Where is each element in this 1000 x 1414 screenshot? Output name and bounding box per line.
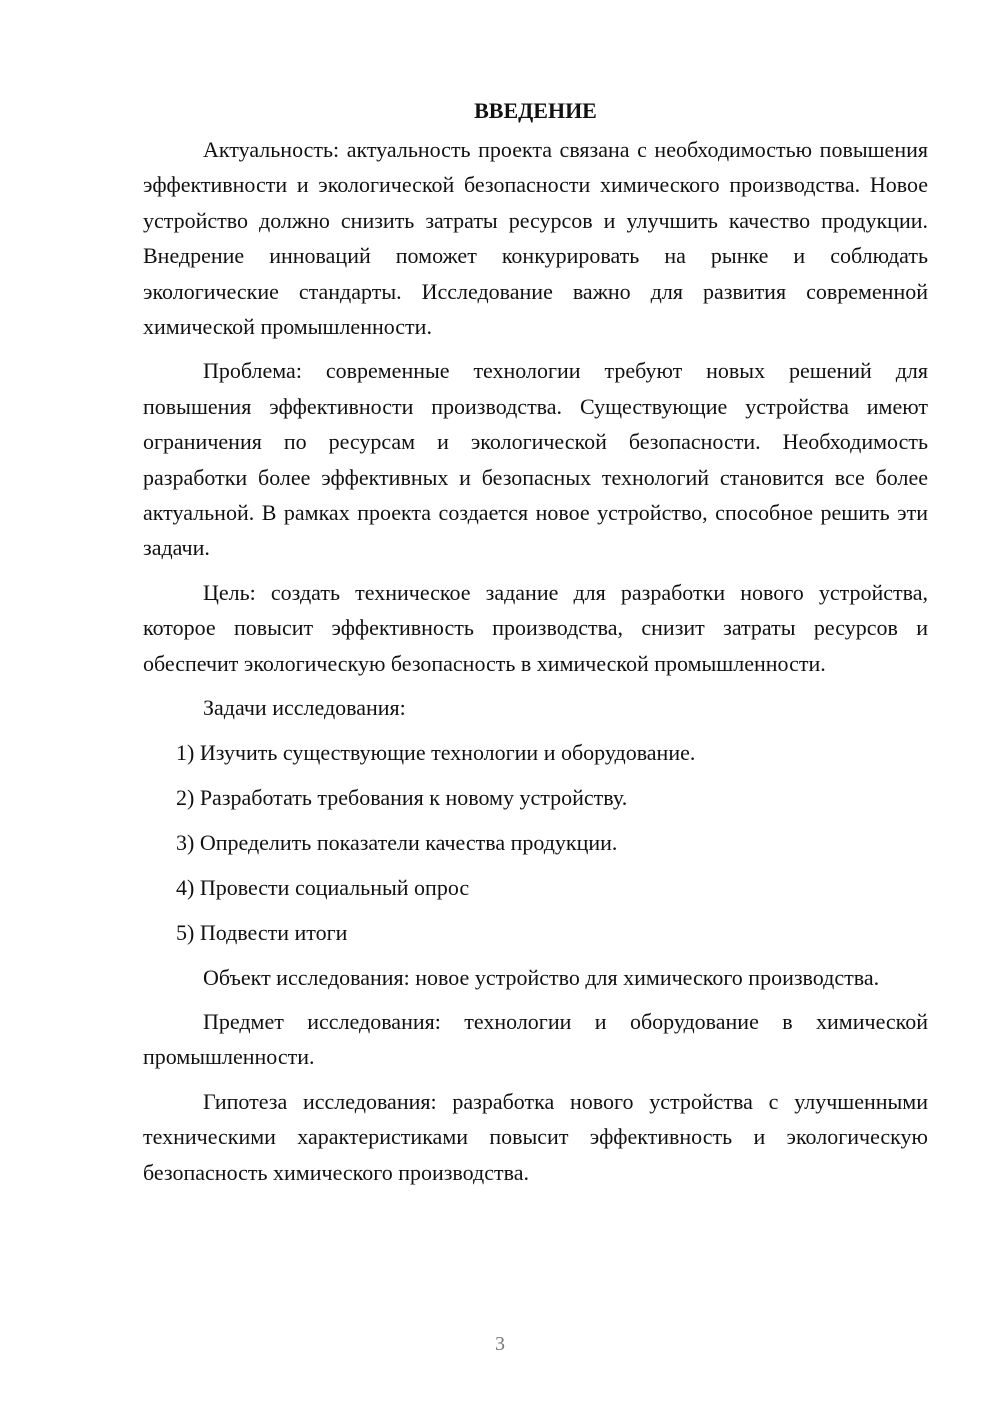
goal-paragraph: Цель: создать техническое задание для разработки нового устройства, которое повысит эффективность производства, снизит затраты ресурсов и обеспечит экологическую безопасность в химической промышленности. [143, 579, 928, 676]
tasks-heading: Задачи исследования: [203, 695, 406, 721]
tasks-list [143, 735, 928, 950]
document-page [143, 96, 928, 1199]
object-paragraph: Объект исследования: новое устройство для химического производства. [203, 964, 880, 990]
page-number: 3 [495, 1333, 505, 1355]
task-item: 4) Провести социальный опрос [176, 874, 470, 900]
task-item: 2) Разработать требования к новому устройству. [176, 784, 628, 810]
section-heading: ВВЕДЕНИЕ [474, 98, 597, 123]
hypothesis-paragraph: Гипотеза исследования: разработка нового устройства с улучшенными техническими характеристиками повысит эффективность и экологическую безопасность химического производства. [143, 1088, 928, 1185]
relevance-paragraph: Актуальность: актуальность проекта связана с необходимостью повышения эффективности и экологической безопасности химического производства. Новое устройство должно снизить затраты ресурсов и улучшить качество продукции. Внедрение инноваций поможет конкурировать на рынке и соблюдать экологические стандарты. Исследование важно для развития современной химической промышленности. [143, 137, 928, 340]
task-item: 3) Определить показатели качества продукции. [176, 829, 618, 855]
subject-paragraph: Предмет исследования: технологии и оборудование в химической промышленности. [143, 1008, 928, 1070]
task-item: 1) Изучить существующие технологии и оборудование. [176, 739, 696, 765]
problem-paragraph: Проблема: современные технологии требуют новых решений для повышения эффективности производства. Существующие устройства имеют ограничения по ресурсам и экологической безопасности. Необходимость разработки более эффективных и безопасных технологий становится все более актуальной. В рамках проекта создается новое устройство, способное решить эти задачи. [143, 358, 928, 561]
task-item: 5) Подвести итоги [176, 919, 348, 945]
